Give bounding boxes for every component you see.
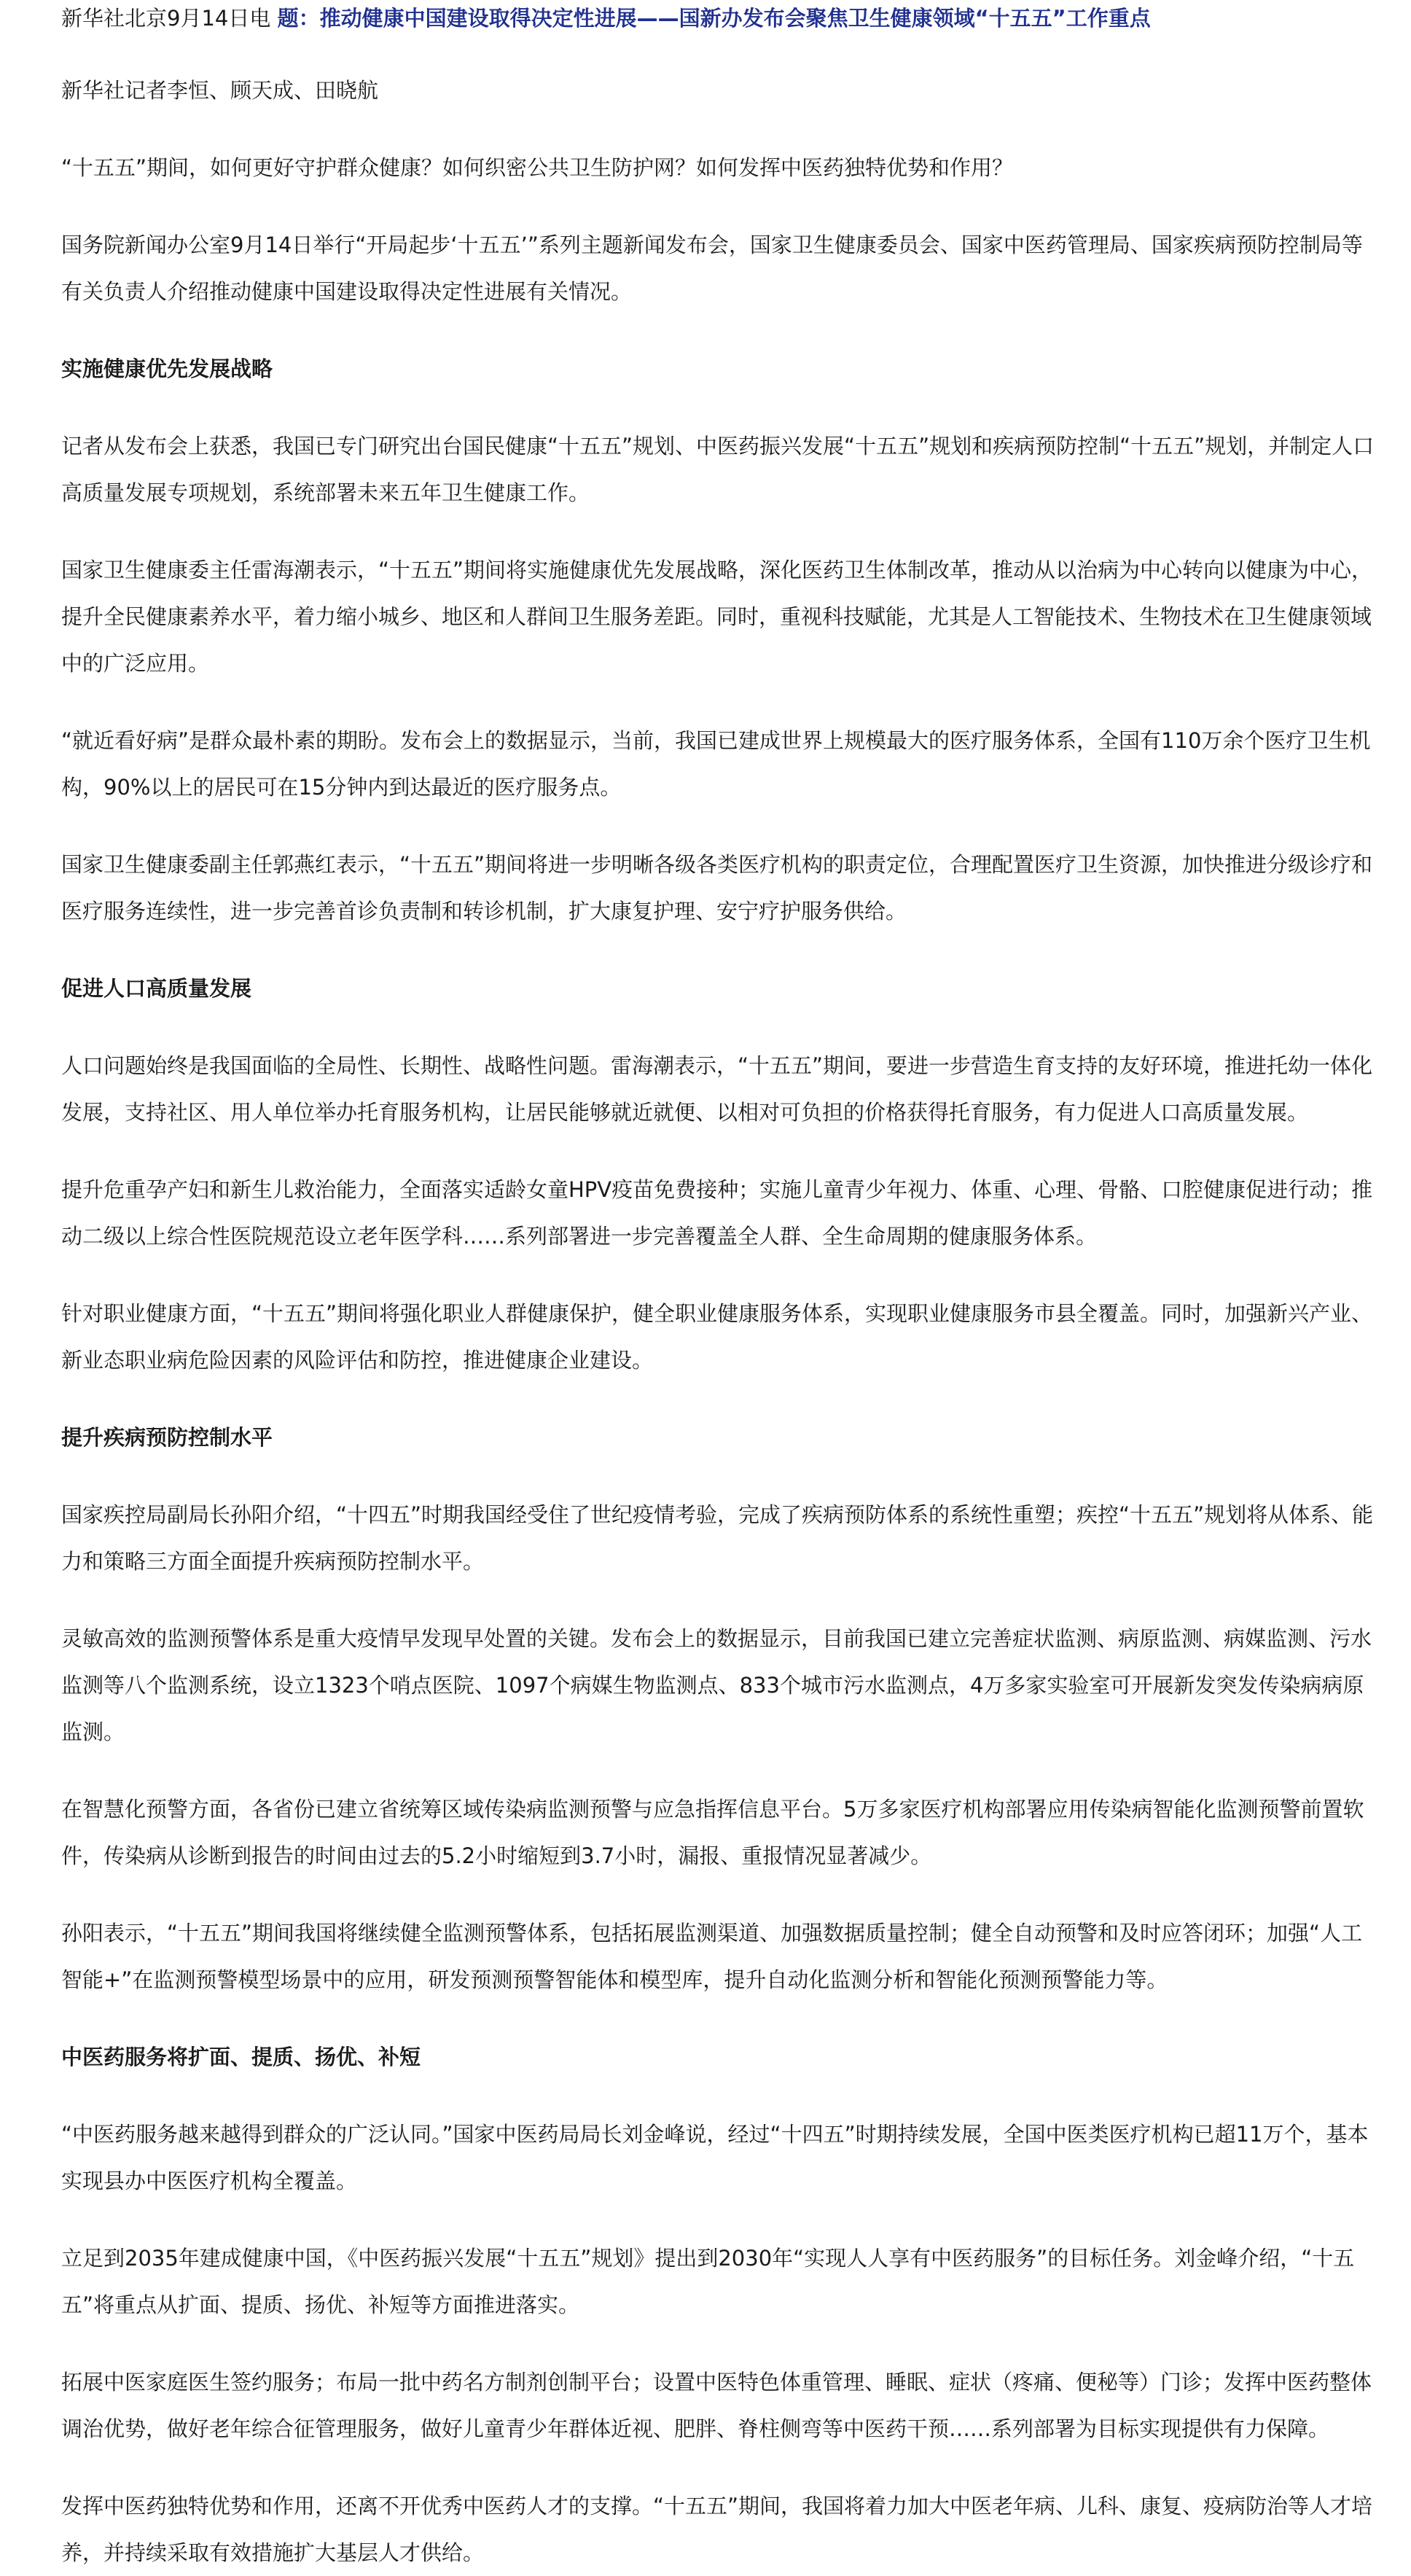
paragraph: 针对职业健康方面，“十五五”期间将强化职业人群健康保护，健全职业健康服务体系，实现职业健康服务市县全覆盖。同时，加强新兴产业、新业态职业病危险因素的风险评估和防控，推进健康企业建设。 — [61, 1301, 1373, 1373]
paragraph: 在智慧化预警方面，各省份已建立省统筹区域传染病监测预警与应急指挥信息平台。5万多家医疗机构部署应用传染病智能化监测预警前置软件，传染病从诊断到报告的时间由过去的5.2小时缩短到3.7小时，漏报、重报情况显著减少。 — [61, 1797, 1364, 1868]
paragraph: 人口问题始终是我国面临的全局性、长期性、战略性问题。雷海潮表示，“十五五”期间，要进一步营造生育支持的友好环境，推进托幼一体化发展，支持社区、用人单位举办托育服务机构，让居民能够就近就便、以相对可负担的价格获得托育服务，有力促进人口高质量发展。 — [61, 1053, 1373, 1125]
paragraph: “就近看好病”是群众最朴素的期盼。发布会上的数据显示，当前，我国已建成世界上规模最大的医疗服务体系，全国有110万余个医疗卫生机构，90%以上的居民可在15分钟内到达最近的医疗服务点。 — [61, 728, 1371, 800]
paragraph: 记者从发布会上获悉，我国已专门研究出台国民健康“十五五”规划、中医药振兴发展“十五五”规划和疾病预防控制“十五五”规划，并制定人口高质量发展专项规划，系统部署未来五年卫生健康工作。 — [61, 434, 1375, 505]
paragraph: 孙阳表示，“十五五”期间我国将继续健全监测预警体系，包括拓展监测渠道、加强数据质量控制；健全自动预警和及时应答闭环；加强“人工智能+”在监测预警模型场景中的应用，研发预测预警智能体和模型库，提升自动化监测分析和智能化预测预警能力等。 — [61, 1921, 1363, 1992]
byline: 新华社记者李恒、顾天成、田晓航 — [61, 78, 379, 103]
paragraph: “十五五”期间，如何更好守护群众健康？如何织密公共卫生防护网？如何发挥中医药独特优势和作用？ — [61, 155, 1014, 180]
paragraph: 灵敏高效的监测预警体系是重大疫情早发现早处置的关键。发布会上的数据显示，目前我国已建立完善症状监测、病原监测、病媒监测、污水监测等八个监测系统，设立1323个哨点医院、1097个病媒生物监测点、833个城市污水监测点，4万多家实验室可开展新发突发传染病病原监测。 — [61, 1626, 1372, 1744]
paragraph: 发挥中医药独特优势和作用，还离不开优秀中医药人才的支撑。“十五五”期间，我国将着力加大中医老年病、儿科、康复、疫病防治等人才培养，并持续采取有效措施扩大基层人才供给。 — [61, 2494, 1373, 2565]
paragraph: 国家疾控局副局长孙阳介绍，“十四五”时期我国经受住了世纪疫情考验，完成了疾病预防体系的系统性重塑；疾控“十五五”规划将从体系、能力和策略三方面全面提升疾病预防控制水平。 — [61, 1502, 1374, 1574]
section-heading: 中医药服务将扩面、提质、扬优、补短 — [61, 2045, 421, 2069]
headline: 题：推动健康中国建设取得决定性进展——国新办发布会聚焦卫生健康领域“十五五”工作重点 — [277, 6, 1151, 31]
paragraph: 国家卫生健康委主任雷海潮表示，“十五五”期间将实施健康优先发展战略，深化医药卫生体制改革，推动从以治病为中心转向以健康为中心，提升全民健康素养水平，着力缩小城乡、地区和人群间卫生服务差距。同时，重视科技赋能，尤其是人工智能技术、生物技术在卫生健康领域中的广泛应用。 — [61, 558, 1373, 676]
section-heading: 提升疾病预防控制水平 — [61, 1425, 273, 1450]
section-heading: 促进人口高质量发展 — [61, 976, 252, 1001]
paragraph: 立足到2035年建成健康中国，《中医药振兴发展“十五五”规划》提出到2030年“实现人人享有中医药服务”的目标任务。刘金峰介绍，“十五五”将重点从扩面、提质、扬优、补短等方面推进落实。 — [61, 2246, 1355, 2317]
paragraph: “中医药服务越来越得到群众的广泛认同。”国家中医药局局长刘金峰说，经过“十四五”时期持续发展，全国中医类医疗机构已超11万个，基本实现县办中医医疗机构全覆盖。 — [61, 2122, 1369, 2193]
article-body — [61, 144, 1382, 2576]
paragraph: 提升危重孕产妇和新生儿救治能力，全面落实适龄女童HPV疫苗免费接种；实施儿童青少年视力、体重、心理、骨骼、口腔健康促进行动；推动二级以上综合性医院规范设立老年医学科……系列部署进一步完善覆盖全人群、全生命周期的健康服务体系。 — [61, 1177, 1373, 1249]
paragraph: 国家卫生健康委副主任郭燕红表示，“十五五”期间将进一步明晰各级各类医疗机构的职责定位，合理配置医疗卫生资源，加快推进分级诊疗和医疗服务连续性，进一步完善首诊负责制和转诊机制，扩大康复护理、安宁疗护服务供给。 — [61, 852, 1373, 924]
paragraph: 国务院新闻办公室9月14日举行“开局起步‘十五五’”系列主题新闻发布会，国家卫生健康委员会、国家中医药管理局、国家疾病预防控制局等有关负责人介绍推动健康中国建设取得决定性进展有关情况。 — [61, 233, 1363, 304]
paragraph: 拓展中医家庭医生签约服务；布局一批中药名方制剂创制平台；设置中医特色体重管理、睡眠、症状（疼痛、便秘等）门诊；发挥中医药整体调治优势，做好老年综合征管理服务，做好儿童青少年群体近视、肥胖、脊柱侧弯等中医药干预……系列部署为目标实现提供有力保障。 — [61, 2370, 1372, 2441]
section-heading: 实施健康优先发展战略 — [61, 356, 273, 381]
dateline: 新华社北京9月14日电 — [61, 6, 271, 31]
article-header — [61, 0, 1382, 36]
